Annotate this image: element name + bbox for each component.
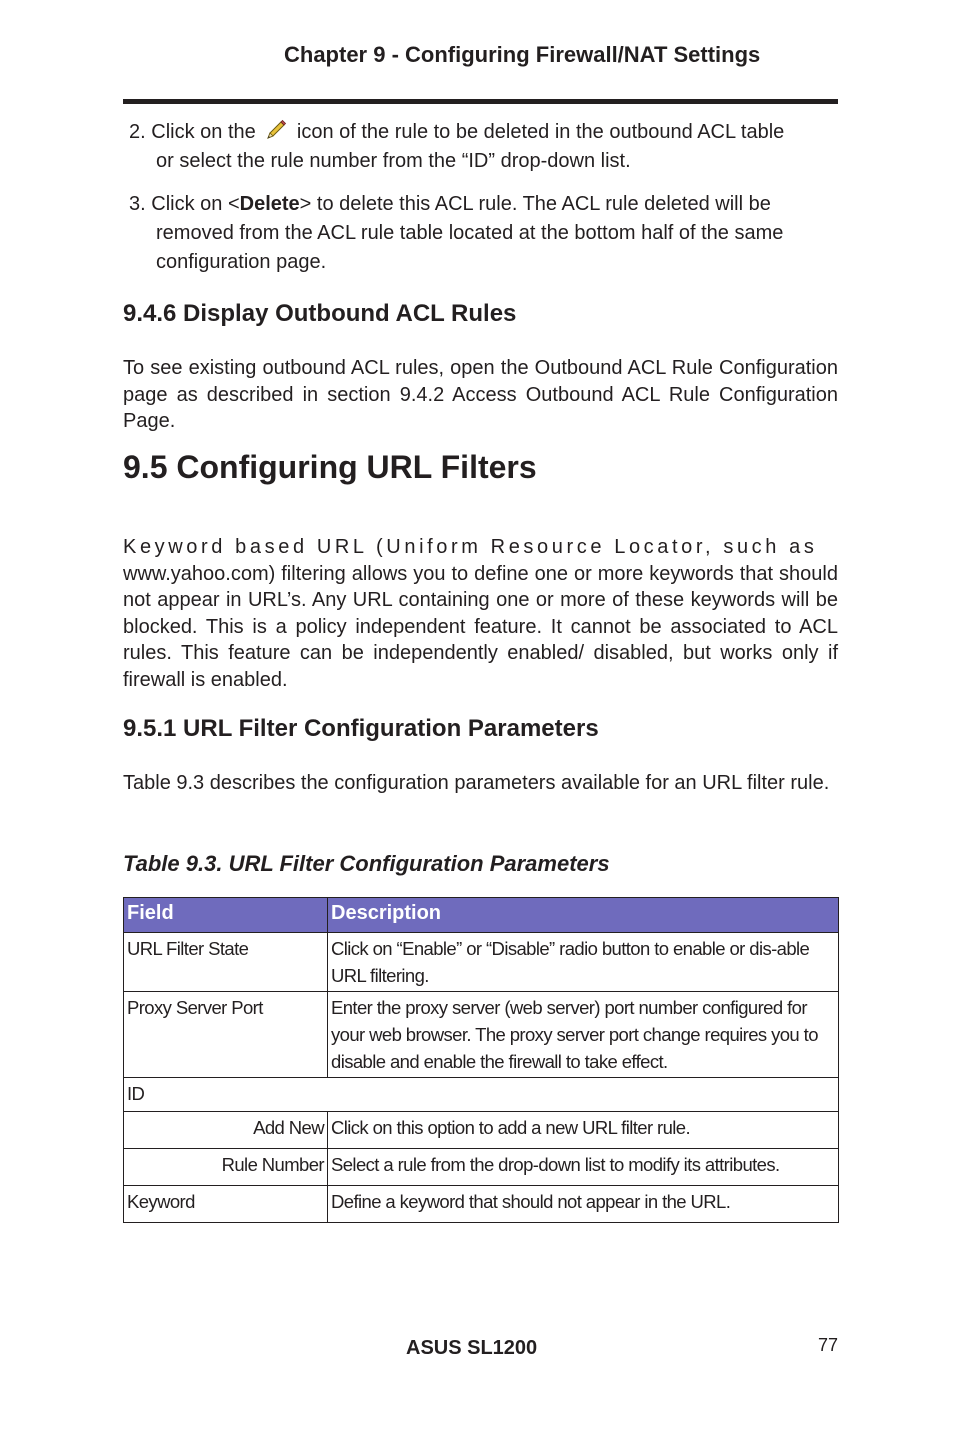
- header-field: Field: [124, 898, 328, 933]
- description-cell: Enter the proxy server (web server) port number configured for your web browser. The proxy server port change requires you to disable and enable the firewall to take effect.: [328, 992, 839, 1078]
- heading-9-4-6: 9.4.6 Display Outbound ACL Rules: [123, 300, 517, 327]
- step-2: [129, 118, 839, 176]
- step-text: icon of the rule to be deleted in the outbound ACL table: [296, 121, 785, 143]
- field-cell: ID: [124, 1078, 839, 1112]
- field-cell: Proxy Server Port: [124, 992, 328, 1078]
- url-filter-parameters-table: [123, 897, 839, 1223]
- step-text-continued: or select the rule number from the “ID” drop-down list.: [156, 150, 631, 172]
- table-row: [124, 1112, 839, 1149]
- table-row: [124, 1149, 839, 1186]
- pencil-edit-icon: [265, 119, 287, 141]
- step-text: Click on the: [151, 121, 256, 143]
- footer-product: ASUS SL1200: [406, 1337, 538, 1359]
- description-cell: Select a rule from the drop-down list to modify its attributes.: [328, 1149, 839, 1186]
- step-number: 2.: [129, 121, 146, 143]
- heading-9-5: 9.5 Configuring URL Filters: [123, 449, 537, 485]
- step-3: [129, 190, 839, 277]
- table-row: [124, 992, 839, 1078]
- description-cell: Click on “Enable” or “Disable” radio button to enable or dis-able URL filtering.: [328, 933, 839, 992]
- header-description: Description: [328, 898, 839, 933]
- heading-9-5-1: 9.5.1 URL Filter Configuration Parameters: [123, 715, 599, 742]
- delete-label: Delete: [239, 193, 300, 215]
- header-divider: [123, 99, 838, 104]
- step-text-continued: removed from the ACL rule table located at the bottom half of the same configuration page.: [156, 222, 784, 273]
- chapter-title: Chapter 9 - Configuring Firewall/NAT Settings: [284, 42, 761, 67]
- page-number: 77: [818, 1335, 839, 1355]
- paragraph-first-line: Keyword based URL (Uniform Resource Locator, such as: [123, 536, 818, 558]
- table-header-row: [124, 898, 839, 933]
- table-caption: Table 9.3. URL Filter Configuration Parameters: [123, 851, 610, 876]
- field-cell: URL Filter State: [124, 933, 328, 992]
- field-cell: Keyword: [124, 1186, 328, 1223]
- step-text: Click on <: [151, 193, 240, 215]
- paragraph-9-5-1: Table 9.3 describes the configuration parameters available for an URL filter rule.: [123, 772, 830, 794]
- table-row: [124, 933, 839, 992]
- description-cell: Click on this option to add a new URL filter rule.: [328, 1112, 839, 1149]
- table-row: [124, 1078, 839, 1112]
- paragraph-9-5: [123, 534, 838, 693]
- description-cell: Define a keyword that should not appear in the URL.: [328, 1186, 839, 1223]
- step-text: > to delete this ACL rule. The ACL rule deleted will be: [299, 193, 771, 215]
- table-row: [124, 1186, 839, 1223]
- field-cell: Rule Number: [124, 1149, 328, 1186]
- paragraph-9-4-6: To see existing outbound ACL rules, open the Outbound ACL Rule Configuration page as described in section 9.4.2 Access Outbound ACL Rule Configuration Page.: [123, 357, 838, 432]
- paragraph-rest: www.yahoo.com) filtering allows you to define one or more keywords that should not appear in URL’s. Any URL containing one or more of these keywords will be blocked. This is a policy independent feature. It cannot be associated to ACL rules. This feature can be independently enabled/ disabled, but works only if firewall is enabled.: [123, 562, 838, 691]
- field-cell: Add New: [124, 1112, 328, 1149]
- step-number: 3.: [129, 193, 146, 215]
